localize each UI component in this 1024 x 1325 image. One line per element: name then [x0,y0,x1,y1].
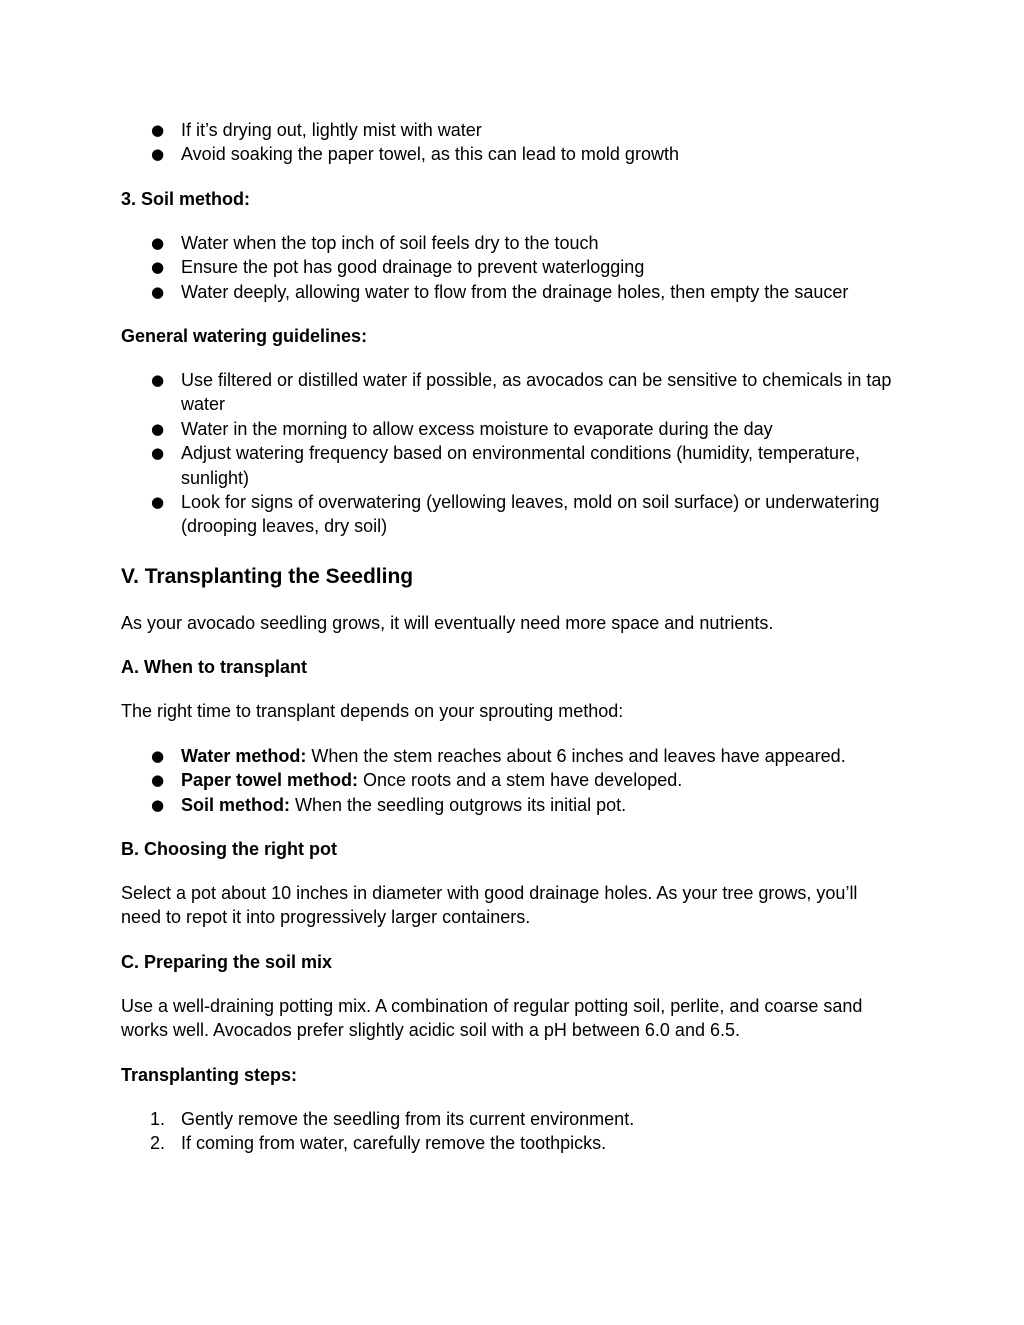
pot-heading: B. Choosing the right pot [121,838,337,859]
list-item: ● Use filtered or distilled water if possible, as avocados can be sensitive to chemicals in tap water [121,368,901,417]
list-item [121,768,901,792]
steps-list [121,1107,901,1156]
list-item: ● Avoid soaking the paper towel, as this can lead to mold growth [121,142,901,166]
general-guidelines-heading: General watering guidelines: [121,326,368,347]
item-label: Soil method: [181,794,290,815]
soil-method-bullets [121,231,901,304]
list-item [121,1131,901,1155]
list-item: ● Water in the morning to allow excess moisture to evaporate during the day [121,417,901,441]
list-item [121,744,901,768]
pot-text: Select a pot about 10 inches in diameter with good drainage holes. As your tree grows, you’ll need to repot it into progressively larger containers. [121,882,858,928]
soil-mix-text: Use a well-draining potting mix. A combination of regular potting soil, perlite, and coarse sand works well. Avocados prefer slightly acidic soil with a pH between 6.0 and 6.5. [121,995,863,1041]
soil-method-heading: 3. Soil method: [121,188,251,209]
section-title: V. Transplanting the Seedling [121,564,414,588]
document-page [121,118,901,1155]
list-item: ● If it’s drying out, lightly mist with water [121,118,901,142]
list-item: ● Water deeply, allowing water to flow from the drainage holes, then empty the saucer [121,280,901,304]
item-text: Gently remove the seedling from its current environment. [181,1108,635,1129]
when-bullets [121,744,901,817]
list-item: ● Water when the top inch of soil feels dry to the touch [121,231,901,255]
section-intro: As your avocado seedling grows, it will eventually need more space and nutrients. [121,612,774,633]
when-intro: The right time to transplant depends on your sprouting method: [121,701,624,722]
item-number: 1. [150,1108,166,1129]
list-item: ● Ensure the pot has good drainage to prevent waterlogging [121,255,901,279]
item-label: Water method: [181,745,307,766]
item-text: When the stem reaches about 6 inches and leaves have appeared. [306,745,846,766]
when-heading: A. When to transplant [121,657,307,678]
item-number: 2. [150,1132,166,1153]
list-item: ● Look for signs of overwatering (yellowing leaves, mold on soil surface) or underwatering (drooping leaves, dry soil) [121,490,901,539]
item-label: Paper towel method: [181,770,359,791]
item-text: Once roots and a stem have developed. [358,770,683,791]
item-text: If coming from water, carefully remove the toothpicks. [181,1132,607,1153]
steps-heading: Transplanting steps: [121,1064,298,1085]
list-item [121,793,901,817]
list-item [121,1107,901,1131]
list-item: ● Adjust watering frequency based on environmental conditions (humidity, temperature, sunlight) [121,441,901,490]
item-text: When the seedling outgrows its initial pot. [290,794,627,815]
paper-towel-bullets [121,118,901,167]
soil-mix-heading: C. Preparing the soil mix [121,951,333,972]
general-guidelines-bullets [121,368,901,539]
